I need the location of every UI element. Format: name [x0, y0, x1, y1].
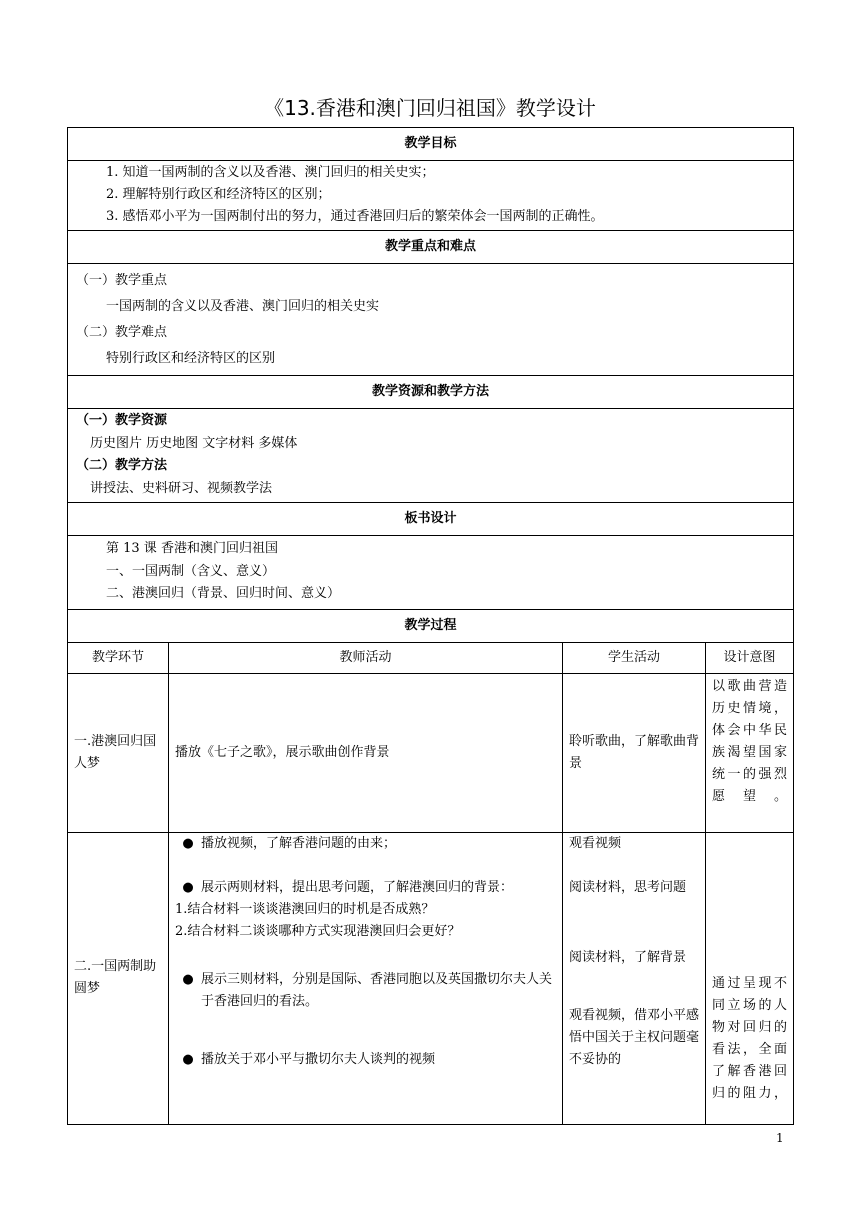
process-heading: 教学过程	[68, 609, 794, 642]
teacher-cell: 播放《七子之歌》，展示歌曲创作背景	[169, 673, 563, 832]
student-cell: 聆听歌曲，了解歌曲背景	[563, 673, 706, 832]
student-step: 阅读材料，了解背景	[569, 949, 687, 965]
bullet-icon: ●	[182, 879, 194, 895]
board-line: 一、一国两制（含义、意义）	[106, 563, 276, 579]
objective-item: 3. 感悟邓小平为一国两制付出的努力，通过香港回归后的繁荣体会一国两制的正确性。	[106, 209, 604, 224]
objectives-list	[68, 161, 794, 231]
difficulty-text: 特别行政区和经济特区的区别	[106, 351, 276, 366]
col-student: 学生活动	[563, 642, 706, 673]
resources-body	[68, 409, 794, 503]
bullet-icon: ●	[182, 971, 194, 987]
objective-item: 1. 知道一国两制的含义以及香港、澳门回归的相关史实；	[106, 165, 435, 180]
intent-cell: 以歌曲营造历史情境，体会中华民族渴望国家统一的强烈愿望。	[706, 673, 794, 832]
teacher-step: 展示三则材料，分别是国际、香港同胞以及英国撒切尔夫人关于香港回归的看法。	[201, 971, 553, 1009]
lesson-plan-table	[67, 127, 794, 1125]
question-line: 1.结合材料一谈谈港澳回归的时机是否成熟？	[175, 901, 435, 917]
difficulty-label: （二）教学难点	[76, 325, 168, 340]
question-line: 2.结合材料二谈谈哪种方式实现港澳回归会更好？	[175, 923, 461, 939]
focus-text: 一国两制的含义以及香港、澳门回归的相关史实	[106, 299, 380, 314]
list-item	[175, 1049, 556, 1071]
teacher-step: 展示两则材料，提出思考问题，了解港澳回归的背景：	[201, 879, 514, 895]
key-points-body	[68, 264, 794, 376]
list-item	[175, 969, 556, 1013]
board-body	[68, 536, 794, 610]
teacher-cell	[169, 832, 563, 1124]
bullet-icon: ●	[182, 835, 194, 851]
methods-label: （二）教学方法	[76, 458, 168, 473]
bullet-icon: ●	[182, 1051, 194, 1067]
col-intent: 设计意图	[706, 642, 794, 673]
stage-cell: 二.一国两制助圆梦	[68, 832, 169, 1124]
list-item	[175, 833, 556, 855]
student-step: 观看视频	[569, 835, 622, 851]
col-teacher: 教师活动	[169, 642, 563, 673]
objectives-heading: 教学目标	[68, 128, 794, 161]
page-title: 《13.香港和澳门回归祖国》教学设计	[264, 96, 596, 120]
board-line: 第 13 课 香港和澳门回归祖国	[106, 541, 278, 556]
resources-label: （一）教学资源	[76, 413, 168, 428]
intent-text: 通过呈现不同立场的人物对回归的看法，全面了解香港回归的阻力，	[712, 975, 788, 1101]
key-points-heading: 教学重点和难点	[68, 231, 794, 264]
teacher-step: 播放关于邓小平与撒切尔夫人谈判的视频	[201, 1051, 436, 1067]
methods-text: 讲授法、史料研习、视频教学法	[90, 480, 273, 496]
page-number: 1	[776, 1131, 784, 1145]
board-heading: 板书设计	[68, 503, 794, 536]
resources-text: 历史图片 历史地图 文字材料 多媒体	[90, 435, 298, 451]
board-line: 二、港澳回归（背景、回归时间、意义）	[106, 586, 341, 601]
student-cell	[563, 832, 706, 1124]
student-step: 阅读材料，思考问题	[569, 879, 687, 895]
focus-label: （一）教学重点	[76, 273, 168, 288]
stage-cell: 一.港澳回归国人梦	[68, 673, 169, 832]
list-item	[175, 877, 556, 899]
col-stage: 教学环节	[68, 642, 169, 673]
student-step: 观看视频，借邓小平感悟中国关于主权问题毫不妥协的	[569, 1007, 700, 1067]
intent-cell	[706, 832, 794, 1124]
teacher-step: 播放视频，了解香港问题的由来；	[201, 835, 397, 851]
objective-item: 2. 理解特别行政区和经济特区的区别；	[106, 187, 331, 202]
resources-heading: 教学资源和教学方法	[68, 376, 794, 409]
